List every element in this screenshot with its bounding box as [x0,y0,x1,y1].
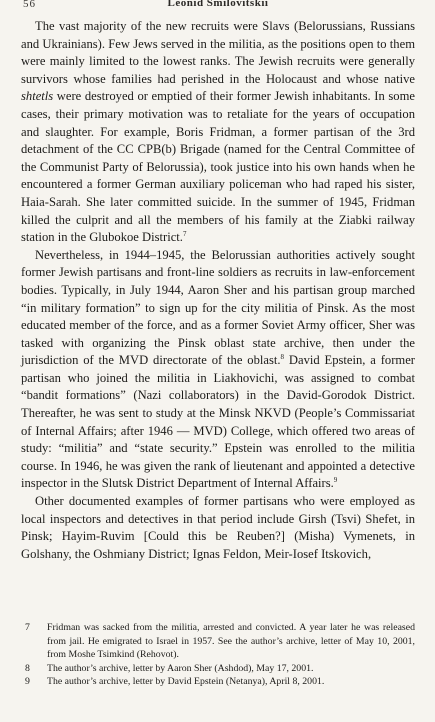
text-run: David Epstein, a former partisan who joined the militia in Liakhovichi, was assigned to combat “bandit formations” (Nazi collaborators) in the David-Gorodok District. Thereafter, he was sent to study at the Minsk NKVD (People’s Commissariat of Internal Affairs; after 1946 — MVD) College, which offered two areas of study: “militia” and “state security.” Epstein was enrolled to the militia course. In 1946, he was given the rank of lieutenant and appointed a detective inspector in the Slutsk District Department of Internal Affairs. [21,353,415,491]
paragraph-3 [21,493,415,563]
running-head [21,0,415,18]
footnote-7 [21,621,415,662]
footnote-text: The author’s archive, letter by Aaron Sher (Ashdod), May 17, 2001. [47,662,314,674]
footnote-text: The author’s archive, letter by David Epstein (Netanya), April 8, 2001. [47,676,325,688]
footnote-number: 9 [25,676,30,688]
footnote-number: 7 [25,622,30,633]
running-head-author: Leonid Smilovitskii [167,0,269,9]
italic-term: shtetls [21,89,54,104]
footnotes [21,621,415,689]
text-run: The vast majority of the new recruits were Slavs (Belorussians, Russians and Ukrainians). Few Jews served in the militia, as the positions open to them were mainly limited to the lowest ranks. The Jewish recruits were generally survivors whose families had perished in the Holocaust and whose native [21,19,415,86]
footnote-ref: 8 [280,353,285,362]
footnote-number: 8 [25,662,30,674]
paragraph-2 [21,247,415,493]
footnote-9 [21,675,415,689]
footnote-ref: 9 [333,476,338,485]
text-run: were destroyed or emptied of their former Jewish inhabitants. In some cases, their primary motivation was to retaliate for the years of occupation and slaughter. For example, Boris Fridman, a former partisan of the 3rd detachment of the CC CPB(b) Brigade (named for the Central Committee of the Communist Party of Belorussia), took justice into his own hands when he encountered a former German auxiliary policeman who had raped his sister, Haia-Sarah. She later committed suicide. In the summer of 1945, Fridman killed the culprit and all the members of his family at the Ziabki railway station in the Glubokoe District. [21,89,415,245]
page-number: 56 [23,0,36,10]
text-run: Other documented examples of former partisans who were employed as local inspectors and detectives in that period include Girsh (Tsvi) Shefet, in Pinsk; Hayim-Ruvim [Could this be Reuben?] (Misha) Vymenets, in Golshany, the Oshmiany District; Ignas Feldon, Meir-Iosef Itskovich, [21,494,415,561]
paragraph-1 [21,18,415,247]
text-run: Nevertheless, in 1944–1945, the Belorussian authorities actively sought former Jewish partisans and front-line soldiers as recruits in law-enforcement bodies. Typically, in July 1944, Aaron Sher and his partisan group marched “in military formation” to sign up for the city militia of Pinsk. As the most educated member of the force, and as a former Soviet Army officer, Sher was tasked with organizing the Pinsk oblast state archive, then under the jurisdiction of the MVD directorate of the oblast. [21,247,415,368]
footnote-8 [21,662,415,676]
body-text [21,18,415,563]
footnote-text: Fridman was sacked from the militia, arrested and convicted. A year later he was released from jail. He emigrated to Israel in 1957. See the author’s archive, letter of May 10, 2001, from Moshe Tsimkind (Rehovot). [47,622,415,661]
footnote-ref: 7 [182,229,187,238]
